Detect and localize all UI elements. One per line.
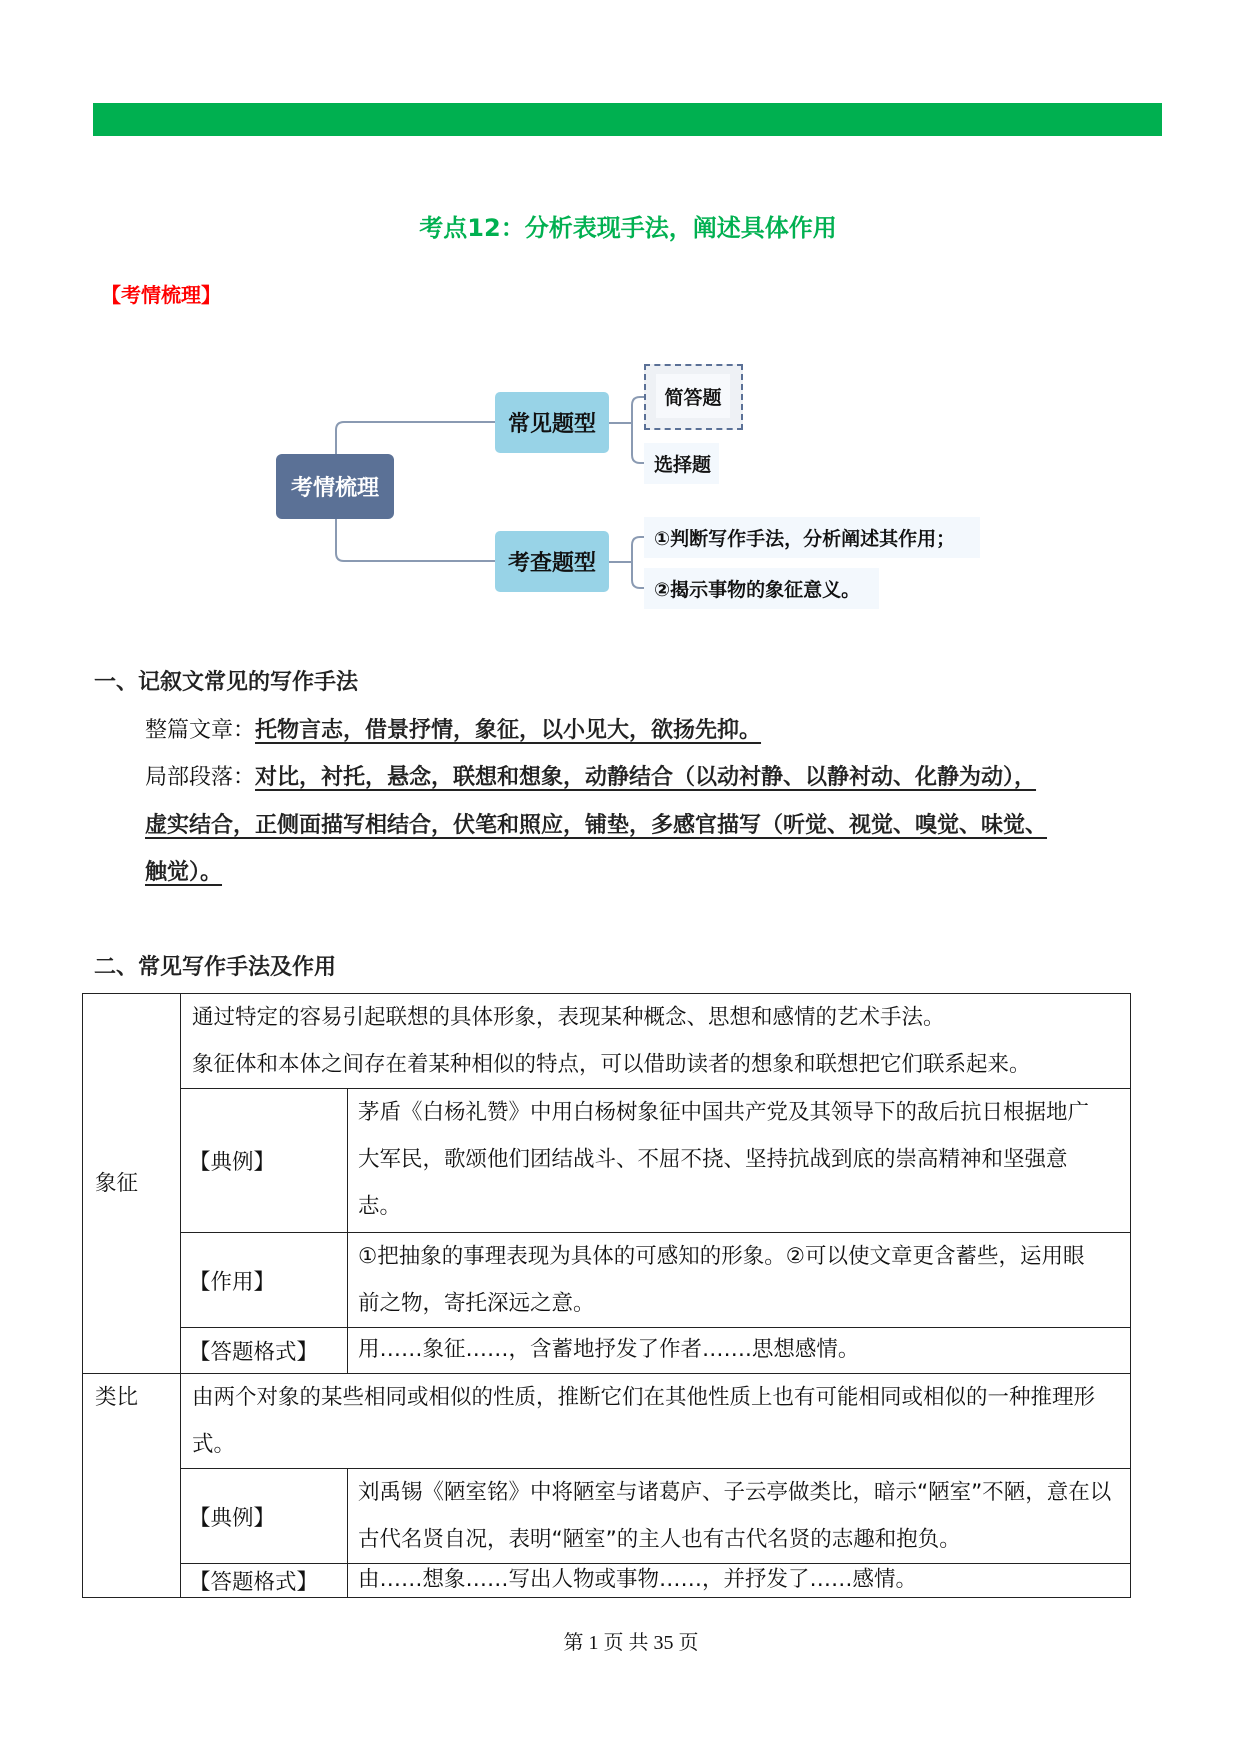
item-label: 整篇文章：	[145, 717, 256, 743]
table-row	[83, 1089, 1131, 1233]
item-text: 托物言志，借景抒情，象征，以小见大，欲扬先抑。	[255, 717, 762, 743]
section-label-exam-overview: 【考情梳理】	[101, 283, 221, 307]
section-heading-techniques-table: 二、常见写作手法及作用	[94, 955, 337, 980]
mindmap-leaf-label: ①判断写作手法，分析阐述其作用；	[654, 528, 956, 550]
mindmap-leaf-judge-technique	[644, 517, 980, 558]
table-row	[83, 1233, 1131, 1328]
sub-label-cell: 【典例】	[181, 1469, 348, 1564]
content-cell	[348, 1564, 1131, 1598]
section-narrative-techniques	[94, 659, 1047, 897]
header-color-bar	[93, 103, 1162, 136]
sub-label-cell: 【答题格式】	[181, 1328, 348, 1374]
mindmap-leaf-multiple-choice	[644, 443, 719, 484]
content-cell	[348, 1233, 1131, 1328]
content-line: ①把抽象的事理表现为具体的可感知的形象。②可以使文章更含蓄些，运用眼	[358, 1244, 1085, 1269]
item-text: 虚实结合，正侧面描写相结合，伏笔和照应，铺垫，多感官描写（听觉、视觉、嗅觉、味觉、	[145, 812, 1048, 838]
list-item-local-paragraph-cont	[94, 849, 1047, 897]
page-title: 考点12：分析表现手法，阐述具体作用	[419, 214, 837, 242]
list-item-whole-article	[94, 707, 1047, 755]
definition-cell	[181, 994, 1131, 1089]
mindmap-branch-common-types	[495, 392, 609, 453]
definition-line: 式。	[192, 1432, 236, 1457]
sub-label-cell: 【作用】	[181, 1233, 348, 1328]
content-line: 前之物，寄托深远之意。	[358, 1291, 595, 1316]
definition-line: 象征体和本体之间存在着某种相似的特点，可以借助读者的想象和联想把它们联系起来。	[192, 1052, 1031, 1077]
sub-label-cell: 【答题格式】	[181, 1564, 348, 1598]
table-row	[83, 1469, 1131, 1564]
mindmap-leaf-label: ②揭示事物的象征意义。	[654, 579, 861, 601]
table-row	[83, 994, 1131, 1089]
content-line: 茅盾《白杨礼赞》中用白杨树象征中国共产党及其领导下的敌后抗日根据地广	[358, 1100, 1090, 1125]
list-item-local-paragraph	[94, 754, 1047, 802]
section-heading: 一、记叙文常见的写作手法	[94, 670, 359, 695]
list-item-local-paragraph-cont	[94, 802, 1047, 850]
mindmap-branch-label: 常见题型	[507, 412, 596, 437]
mindmap-leaf-short-answer-selected	[644, 364, 743, 430]
mindmap-leaf-label: 简答题	[656, 374, 730, 418]
content-line: 由……想象……写出人物或事物……，并抒发了……感情。	[358, 1567, 918, 1592]
technique-cell: 类比	[83, 1374, 181, 1598]
content-line: 大军民，歌颂他们团结战斗、不屈不挠、坚持抗战到底的崇高精神和坚强意	[358, 1147, 1068, 1172]
item-text: 对比，衬托，悬念，联想和想象，动静结合（以动衬静、以静衬动、化静为动），	[255, 765, 1037, 790]
mindmap-branch-exam-types	[495, 531, 609, 592]
table-row	[83, 1328, 1131, 1374]
techniques-table	[82, 993, 1131, 1598]
mindmap-root-label: 考情梳理	[290, 476, 379, 501]
table-row	[83, 1564, 1131, 1598]
content-cell	[348, 1089, 1131, 1233]
page-number: 第 1 页 共 35 页	[563, 1632, 699, 1654]
content-cell	[348, 1469, 1131, 1564]
sub-label-cell: 【典例】	[181, 1089, 348, 1233]
definition-cell	[181, 1374, 1131, 1469]
mindmap-leaf-label: 选择题	[654, 454, 712, 476]
item-label: 局部段落：	[145, 765, 256, 790]
content-line: 刘禹锡《陋室铭》中将陋室与诸葛庐、子云亭做类比，暗示“陋室”不陋，意在以	[358, 1480, 1112, 1505]
definition-line: 由两个对象的某些相同或相似的性质，推断它们在其他性质上也有可能相同或相似的一种推理形	[192, 1385, 1096, 1410]
technique-cell: 象征	[83, 994, 181, 1374]
mindmap-branch-label: 考查题型	[507, 551, 596, 576]
item-text: 触觉）。	[145, 860, 223, 885]
table-row	[83, 1374, 1131, 1469]
content-cell	[348, 1328, 1131, 1374]
mindmap-leaf-symbolic-meaning	[644, 568, 879, 609]
mindmap-root-node	[276, 454, 394, 519]
content-line: 古代名贤自况，表明“陋室”的主人也有古代名贤的志趣和抱负。	[358, 1527, 961, 1552]
content-line: 志。	[358, 1194, 402, 1219]
definition-line: 通过特定的容易引起联想的具体形象，表现某种概念、思想和感情的艺术手法。	[192, 1005, 945, 1030]
content-line: 用……象征……，含蓄地抒发了作者…….思想感情。	[358, 1337, 860, 1362]
